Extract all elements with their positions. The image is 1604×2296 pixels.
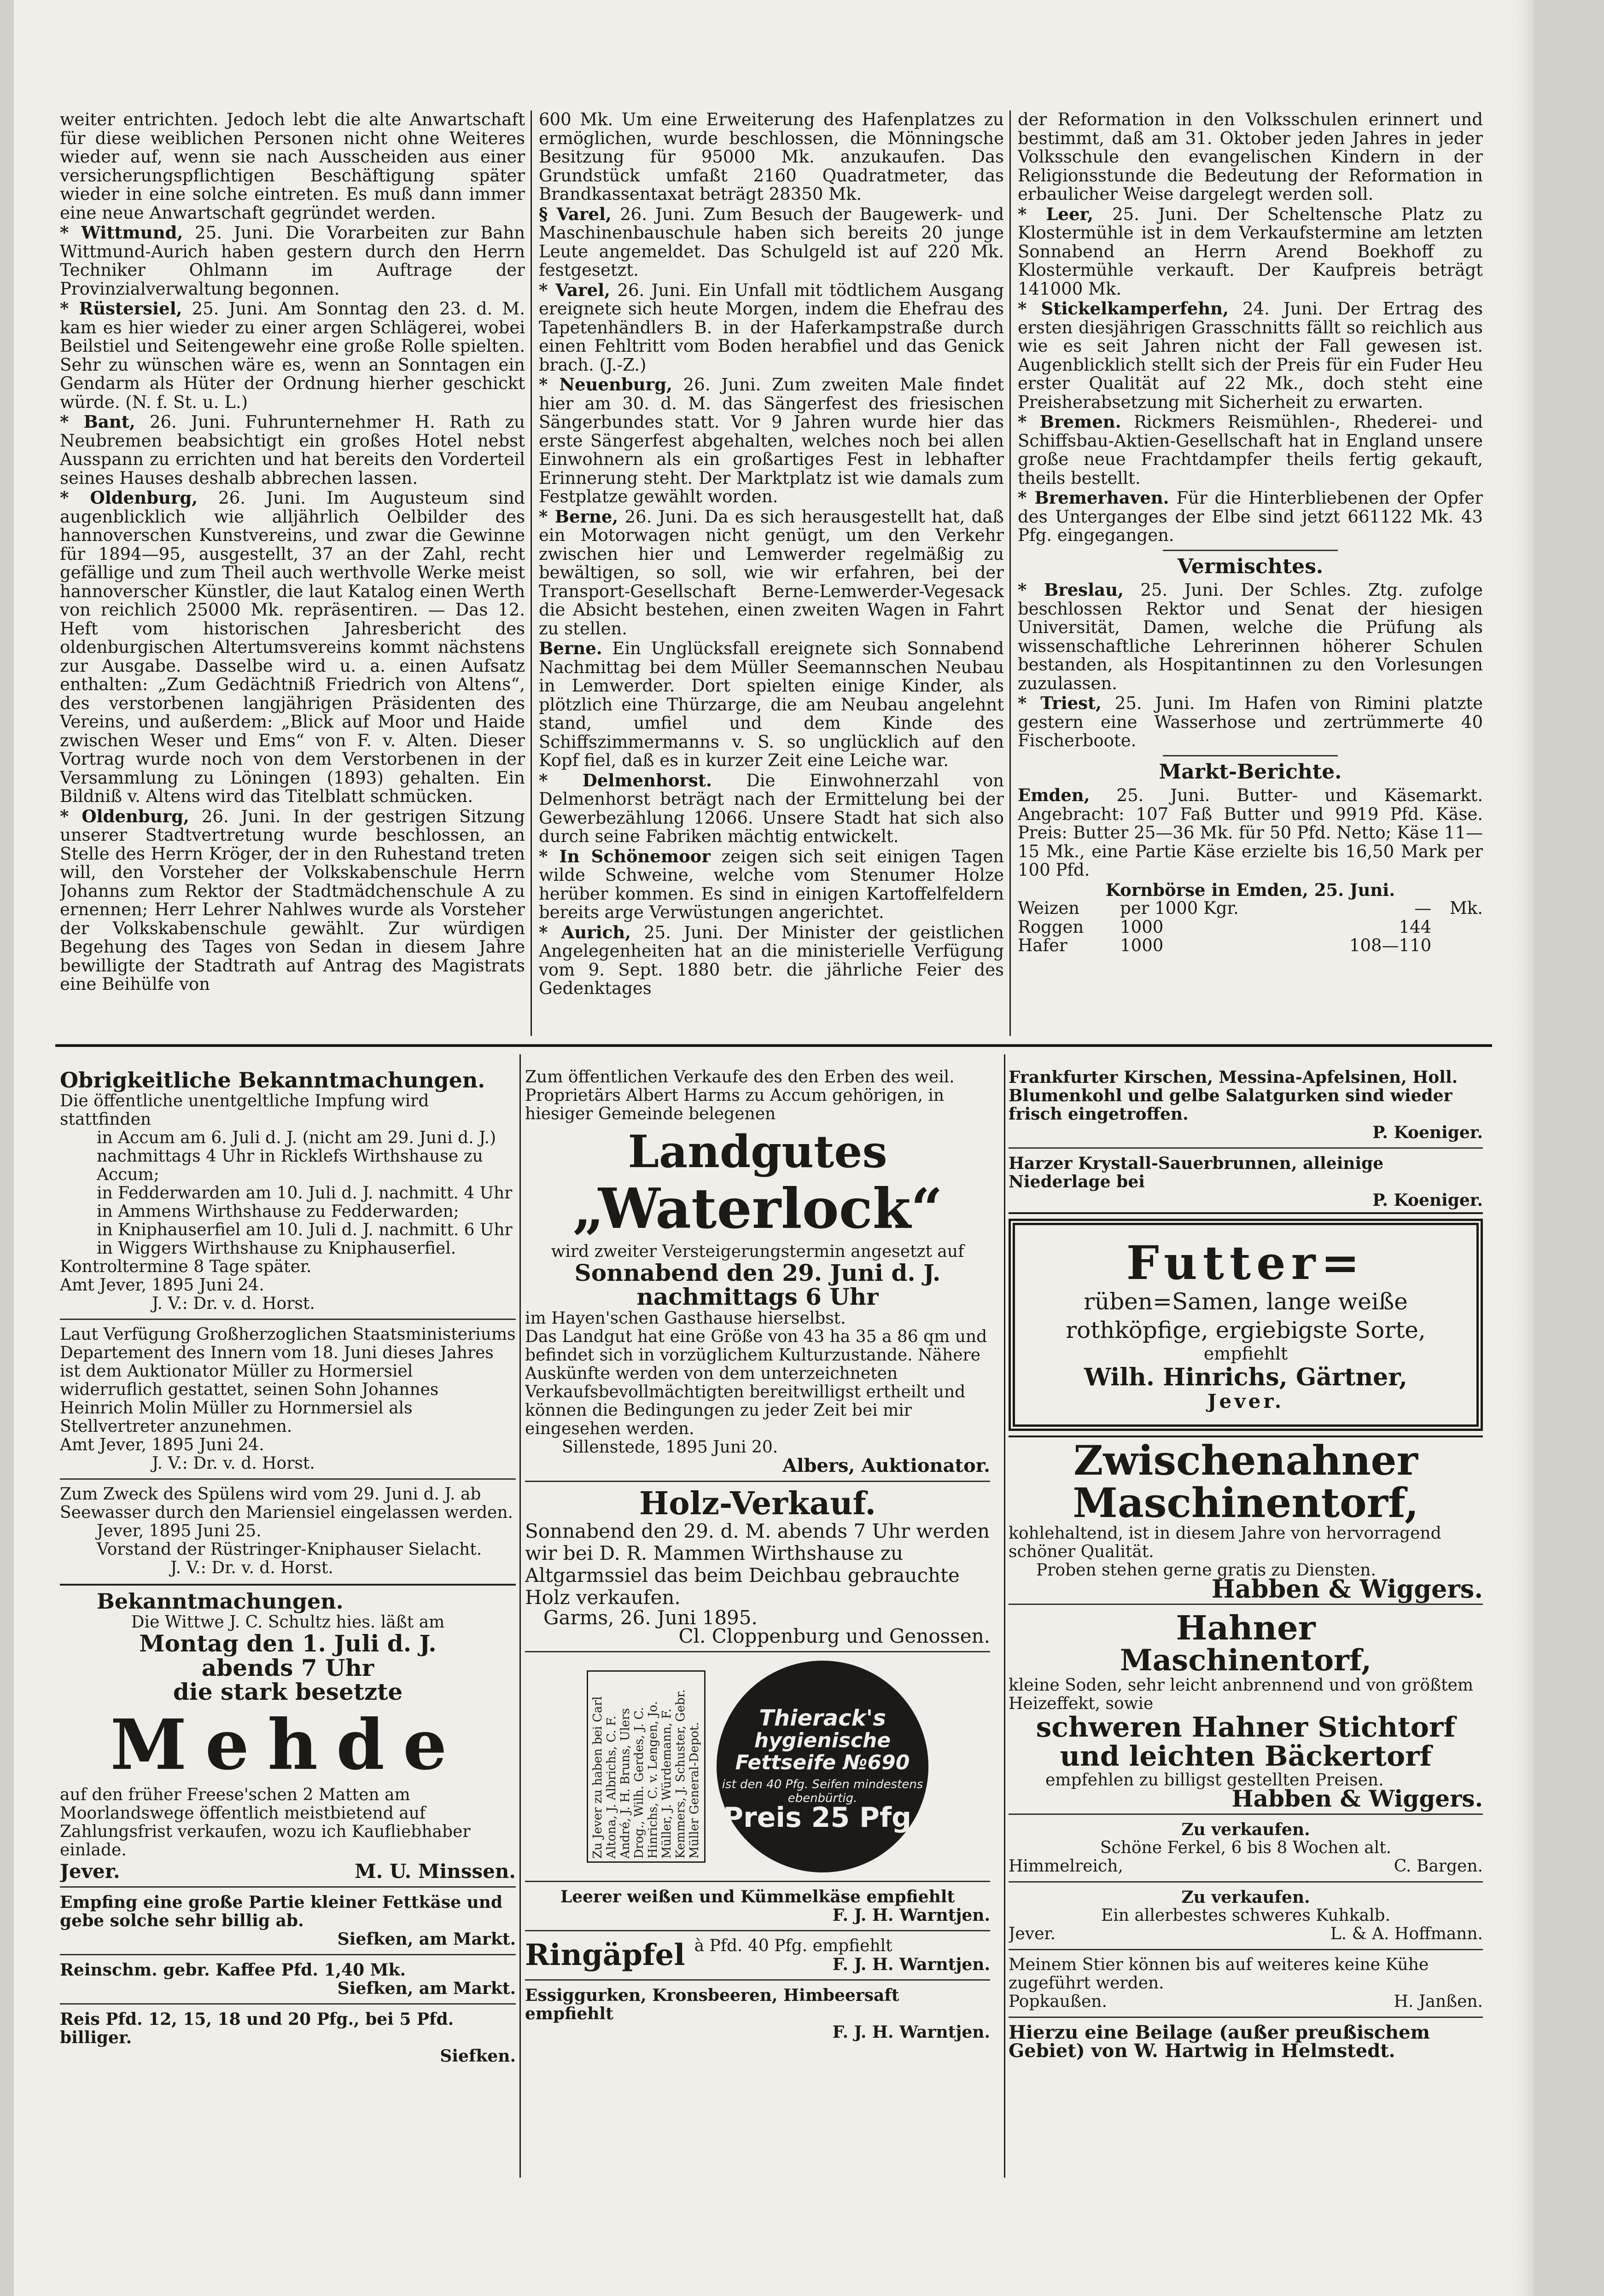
mehde-heading: Mehde xyxy=(110,1704,466,1785)
ad-separator xyxy=(60,1319,516,1320)
column-divider xyxy=(519,1054,521,2178)
article: * Triest, 25. Juni. Im Hafen von Rimini platzte gestern eine Wasserhose und zertrümmerte 40 Fischerboote. xyxy=(1018,693,1483,750)
laut-place: Amt Jever, 1895 Juni 24. xyxy=(60,1436,264,1454)
news-column-3 xyxy=(1018,110,1483,1040)
article: * Breslau, 25. Juni. Der Schles. Ztg. zufolge beschlossen Rektor und Senat der hiesigen Universität, Damen, welche die Prüfung als wissenschaftliche Lehrerinnen höherer Schulen bestanden, als Hospitantinnen zu den Vorlesungen zuzulassen. xyxy=(1018,580,1483,693)
article: § Varel, 26. Juni. Zum Besuch der Baugewerk- und Maschinenbauschule haben sich bereits 20 junge Leute angemeldet. Das Schulgeld ist auf 220 Mk. festgesetzt. xyxy=(539,203,1004,280)
siefken-signature: Siefken. xyxy=(440,2046,516,2066)
ads-column-right xyxy=(1009,1068,1483,2182)
landgut-intro: Zum öffentlichen Verkaufe des den Erben des weil. Proprietärs Albert Harms zu Accum gehörigen, in hiesiger Gemeinde belegenen xyxy=(525,1068,955,1123)
kuhkalb-text: Ein allerbestes schweres Kuhkalb. xyxy=(1101,1906,1391,1925)
article: weiter entrichten. Jedoch lebt die alte Anwartschaft für diese weiblichen Personen nicht ohne Weiteres wieder auf, wenn sie nach Ausscheiden aus einer versicherungspflichtigen Beschäftigung später wieder in eine solche eintreten. Es muß dann immer eine neue Anwartschaft gegründet werden. xyxy=(60,110,525,223)
siefken-signature: Siefken, am Markt. xyxy=(337,1979,516,1998)
bekannt-line: die stark besetzte xyxy=(173,1678,403,1705)
spuelen-text: Zum Zweck des Spülens wird vom 29. Juni d. J. ab Seewasser durch den Mariensiel eingelassen werden. xyxy=(60,1485,513,1522)
beilage-note: Hierzu eine Beilage (außer preußischem Gebiet) von W. Hartwig in Helmstedt. xyxy=(1009,2021,1430,2062)
soap-note: ist den 40 Pfg. Seifen mindestens ebenbürtig. xyxy=(722,1777,923,1805)
section-title-vermischtes: Vermischtes. xyxy=(1177,554,1324,578)
bekannt-text: auf den früher Freese'schen 2 Matten am Moorlandswege öffentlich meistbietend auf Zahlungsfrist verkaufen, wozu ich Kaufliebhaber einlade. xyxy=(60,1785,471,1860)
zwischenahner-text: kohlehaltend, ist in diesem Jahre von hervorragend schöner Qualität. xyxy=(1009,1523,1441,1561)
spuelen-org: Vorstand der Rüstringer-Kniphauser Sielacht. xyxy=(97,1540,482,1559)
ferkel-text: Schöne Ferkel, 6 bis 8 Wochen alt. xyxy=(1100,1838,1392,1857)
obrigkeit-kontrolle: Kontroltermine 8 Tage später. xyxy=(60,1257,312,1276)
zwischenahner-title: Maschinentorf, xyxy=(1073,1479,1419,1527)
newspaper-page xyxy=(14,0,1534,2296)
ad-separator xyxy=(525,1930,990,1931)
stier-signature: H. Janßen. xyxy=(1394,1992,1483,2011)
article: der Reformation in den Volksschulen erinnert und bestimmt, daß am 31. Oktober jeden Jahres in jeder Volksschule den evangelischen Kindern in der Religionsstunde die Bedeutung der Reformation in erbaulicher Weise dargelegt werden soll. xyxy=(1018,110,1483,204)
bekannt-signature-row xyxy=(60,1862,516,1881)
zwischenahner-signature: Habben & Wiggers. xyxy=(1211,1574,1483,1604)
article: 600 Mk. Um eine Erweiterung des Hafenplatzes zu ermöglichen, wurde beschlossen, die Mönningsche Besitzung für 95000 Mk. anzukaufen. Das Grundstück umfaßt 2160 Quadratmeter, das Brandkassentaxat beträgt 28350 Mk. xyxy=(539,110,1004,204)
landgut-name: „Waterlock“ xyxy=(572,1176,943,1241)
ad-separator xyxy=(1009,1814,1483,1815)
leerer-text: Leerer weißen und Kümmelkäse empfiehlt xyxy=(560,1887,955,1907)
article: * Berne, 26. Juni. Da es sich herausgestellt hat, daß ein Motorwagen nicht genügt, um den Verkehr zwischen hier und Lemwerder regelmäßig zu bewältigen, so soll, wie wir erfahren, bei der Transport-Gesellschaft Berne-Lemwerder-Vegesack die Absicht bestehen, einen zweiten Wagen in Fahrt zu stellen. xyxy=(539,506,1004,639)
holz-title: Holz-Verkauf. xyxy=(639,1485,876,1522)
ads-separator-rule xyxy=(55,1044,1492,1047)
ad-separator xyxy=(60,1584,516,1586)
ad-separator xyxy=(60,1478,516,1480)
kornboerse-heading: Kornbörse in Emden, 25. Juni. xyxy=(1105,879,1395,900)
harzer-text: Harzer Krystall-Sauerbrunnen, alleinige Niederlage bei xyxy=(1009,1154,1384,1192)
laut-signature: J. V.: Dr. v. d. Horst. xyxy=(152,1454,315,1473)
article: * Varel, 26. Juni. Ein Unfall mit tödtlichem Ausgang ereignete sich heute Morgen, indem die Ehefrau des Tapetenhändlers B. in der Haferkampstraße durch einen Fehltritt vom Boden herabfiel und das Genick brach. (J.-Z.) xyxy=(539,279,1004,375)
ad-separator xyxy=(1009,1604,1483,1605)
spuelen-signature: J. V.: Dr. v. d. Horst. xyxy=(170,1558,333,1577)
futter-signature: Wilh. Hinrichs, Gärtner, xyxy=(1084,1363,1407,1391)
zwischenahner-text: Proben stehen gerne gratis zu Diensten. xyxy=(1036,1560,1376,1580)
ads-column-middle xyxy=(525,1068,990,2182)
hahner-big: und leichten Bäckertorf xyxy=(1060,1740,1432,1773)
futter-line: rothköpfige, ergiebigste Sorte, xyxy=(1066,1317,1426,1343)
kuhkalb-signature: L. & A. Hoffmann. xyxy=(1330,1924,1483,1943)
ad-separator xyxy=(525,1881,990,1882)
essig-signature: F. J. H. Warntjen. xyxy=(832,2023,990,2042)
ad-separator xyxy=(1009,1147,1483,1149)
article: * Stickelkamperfehn, 24. Juni. Der Ertrag des ersten diesjährigen Grasschnitts fällt so reichlich aus wie es seit Jahren nicht der Fall gewesen ist. Augenblicklich stellt sich der Preis für ein Fuder Heu erster Qualität auf 22 Mk., doch steht eine Preisherabsetzung mit Sicherheit zu erwarten. xyxy=(1018,298,1483,412)
news-column-2 xyxy=(539,110,1004,1040)
stier-place: Popkaußen. xyxy=(1009,1992,1107,2011)
column-divider xyxy=(1004,1054,1005,2178)
bekannt-time: abends 7 Uhr xyxy=(201,1654,374,1681)
ad-separator xyxy=(1009,1949,1483,1950)
obrigkeit-item: in Accum am 6. Juli d. J. (nicht am 29. Juni d. J.) nachmittags 4 Uhr in Ricklefs Wirthshause zu Accum; xyxy=(97,1128,496,1184)
article: * Bremen. Rickmers Reismühlen-, Rhederei- und Schiffsbau-Aktien-Gesellschaft hat in England unsere große neue Frachtdampfer theils fertig gekauft, theils bestellt. xyxy=(1018,412,1483,488)
article: * Neuenburg, 26. Juni. Zum zweiten Male findet hier am 30. d. M. das Sängerfest des friesischen Sängerbundes statt. Vor 9 Jahren wurde hier das erste Sängerfest abgehalten, welches noch bei allen Einwohnern als ein großartiges Fest in lebhafter Erinnerung steht. Der Marktplatz ist wie damals zum Festplatze gewählt worden. xyxy=(539,374,1004,506)
ferkel-signature-row xyxy=(1009,1857,1483,1876)
obrigkeit-place: Amt Jever, 1895 Juni 24. xyxy=(60,1276,264,1295)
soap-retailers: Zu Jever zu haben bei Carl Altona, J. Albrichs, C. F. André, J. H. Bruns, Ulers Drog., Wilh. Gerdes, J. C. Hinrichs, C. v. Lengen, Jo. Müller, J. Würdemann, F. Kemmers, J. Schuster, Gebr. Müller General-Depot. xyxy=(587,1670,706,1863)
kuhkalb-title: Zu verkaufen. xyxy=(1181,1887,1310,1907)
article: * Oldenburg, 26. Juni. In der gestrigen Sitzung unserer Stadtvertretung wurde beschlossen, an Stelle des Herrn Kröger, der in den Ruhestand treten will, den Vorsteher der Volkskabenschule Herrn Johanns zum Rektor der Stadtmädchenschule A zu ernennen; Herr Lehrer Nahlwes wurde als Vorsteher der Volkskabenschule gewählt. Zur würdigen Begehung des Tages von Sedan in diesem Jahre bewilligte der Stadtrath auf Antrag des Magistrats eine Beihülfe von xyxy=(60,806,525,994)
ringaepfel-text: à Pfd. 40 Pfg. empfiehlt xyxy=(694,1936,892,1956)
leerer-signature: F. J. H. Warntjen. xyxy=(832,1906,990,1925)
column-divider xyxy=(1009,110,1011,1036)
obrigkeit-item: in Kniphauserfiel am 10. Juli d. J. nachmitt. 6 Uhr in Wiggers Wirthshause zu Kniphauserfiel. xyxy=(97,1221,513,1258)
hahner-text: empfehlen zu billigst gestellten Preisen. xyxy=(1045,1770,1384,1790)
grain-price-table xyxy=(1018,899,1483,955)
table-row: Weizen per 1000 Kgr. — Mk. xyxy=(1018,898,1483,918)
kirschen-text: Frankfurter Kirschen, Messina-Apfelsinen, Holl. Blumenkohl und gelbe Salatgurken sind wieder frisch eingetroffen. xyxy=(1009,1068,1458,1124)
holz-signature: Cl. Cloppenburg und Genossen. xyxy=(678,1625,990,1648)
bekannt-signature: M. U. Minssen. xyxy=(355,1860,516,1883)
futter-place: Jever. xyxy=(1207,1390,1284,1412)
ad-separator xyxy=(1009,1881,1483,1883)
section-rule xyxy=(1163,550,1338,551)
ringaepfel-ad xyxy=(525,1937,990,1974)
hahner-big: schweren Hahner Stichtorf xyxy=(1036,1711,1456,1744)
obrigkeit-signature: J. V.: Dr. v. d. Horst. xyxy=(152,1294,315,1313)
ringaepfel-signature: F. J. H. Warntjen. xyxy=(832,1955,990,1975)
hahner-title: Maschinentorf, xyxy=(1120,1643,1372,1678)
article: * In Schönemoor zeigen sich seit einigen Tagen wilde Schweine, welche vom Stenumer Holze herüber kommen. Es sind in einigen Kartoffelfeldern bereits arge Verwüstungen angerichtet. xyxy=(539,846,1004,922)
siefken-ad-text: Reinschm. gebr. Kaffee Pfd. 1,40 Mk. xyxy=(60,1960,406,1980)
ferkel-title: Zu verkaufen. xyxy=(1181,1819,1310,1839)
stier-signature-row xyxy=(1009,1993,1483,2011)
essig-text: Essiggurken, Kronsbeeren, Himbeersaft empfiehlt xyxy=(525,1986,899,2024)
soap-brand: Thierack's xyxy=(759,1705,886,1731)
obrigkeit-item: in Fedderwarden am 10. Juli d. J. nachmitt. 4 Uhr in Ammens Wirthshause zu Fedderwarden; xyxy=(97,1184,513,1221)
landgut-line: wird zweiter Versteigerungstermin angesetzt auf xyxy=(551,1242,964,1261)
landgut-signature: Albers, Auktionator. xyxy=(782,1454,990,1476)
landgut-title: Landgutes xyxy=(628,1126,887,1178)
ad-separator xyxy=(60,1954,516,1955)
article: * Leer, 25. Juni. Der Scheltensche Platz zu Klostermühle ist in dem Verkaufstermine am letzten Sonnabend an Herrn Arend Boekhoff zu Klostermühle verkauft. Der Kaufpreis beträgt 141000 Mk. xyxy=(1018,203,1483,299)
article: Emden, 25. Juni. Butter- und Käsemarkt. Angebracht: 107 Faß Butter und 9919 Pfd. Käse. Preis: Butter 25—36 Mk. für 50 Pfd. Netto; Käse 11—15 Mk., eine Partie Käse erzielte bis 16,50 Mark per 100 Pfd. xyxy=(1018,785,1483,880)
obrigkeit-intro: Die öffentliche unentgeltliche Impfung wird stattfinden xyxy=(60,1092,429,1129)
laut-text: Laut Verfügung Großherzoglichen Staatsministeriums Departement des Innern vom 18. Juni dieses Jahres ist dem Auktionator Müller zu Hormersiel widerruflich gestattet, seinen Sohn Johannes Heinrich Molin Müller zu Hornmersiel als Stellvertreter anzunehmen. xyxy=(60,1325,516,1436)
hahner-signature: Habben & Wiggers. xyxy=(1231,1784,1483,1812)
kuhkalb-signature-row xyxy=(1009,1925,1483,1943)
landgut-date: Sonnabend den 29. Juni d. J. xyxy=(574,1259,941,1286)
article: Berne. Ein Unglücksfall ereignete sich Sonnabend Nachmittag bei dem Müller Seemannschen Neubau in Lemwerder. Dort spielten einige Kinder, als plötzlich eine Thürzarge, die am Neubau angelehnt stand, umfiel und dem Kinde des Schiffszimmermanns v. S. so unglücklich auf den Kopf fiel, daß es in kurzer Zeit eine Leiche war. xyxy=(539,638,1004,770)
table-row: Roggen 1000 144 xyxy=(1018,917,1432,937)
spuelen-place: Jever, 1895 Juni 25. xyxy=(97,1522,262,1540)
kuhkalb-place: Jever. xyxy=(1009,1924,1056,1943)
landgut-place: Sillenstede, 1895 Juni 20. xyxy=(562,1437,778,1457)
soap-ad xyxy=(525,1661,990,1872)
section-title-markt: Markt-Berichte. xyxy=(1159,760,1342,784)
article: * Delmenhorst. Die Einwohnerzahl von Delmenhorst beträgt nach der Ermittelung bei der Gewerbezählung 12066. Unsere Stadt hat sich also durch seine Fabriken mächtig entwickelt. xyxy=(539,770,1004,846)
page-edge-shadow xyxy=(1515,0,1534,2296)
article: * Rüstersiel, 25. Juni. Am Sonntag den 23. d. M. kam es hier wieder zu einer argen Schlägerei, wobei Beilstiel und Seitengewehr eine große Rolle spielten. Sehr zu wünschen wäre es, wenn an Sonntagen ein Gendarm als Hüter der Ordnung hierher geschickt würde. (N. f. St. u. L.) xyxy=(60,298,525,412)
bekannt-line: Die Wittwe J. C. Schultz hies. läßt am xyxy=(131,1613,445,1632)
siefken-ad-text: Empfing eine große Partie kleiner Fettkäse und gebe solche sehr billig ab. xyxy=(60,1893,503,1930)
bekannt-date: Montag den 1. Juli d. J. xyxy=(139,1630,437,1657)
ad-separator xyxy=(525,1481,990,1482)
soap-product: hygienische xyxy=(754,1729,891,1753)
ads-column-left xyxy=(60,1068,516,2182)
ferkel-place: Himmelreich, xyxy=(1009,1856,1123,1876)
article: * Oldenburg, 26. Juni. Im Augusteum sind augenblicklich wie alljährlich Oelbilder des hannoverschen Kunstvereins, und zwar die Gewinne für 1894—95, ausgestellt, 37 an der Zahl, recht gefällige und zum Theil auch werthvolle Werke meist hannoverscher Künstler, die laut Katalog einen Werth von reichlich 25000 Mk. repräsentiren. — Das 12. Heft vom historischen Jahresbericht des oldenburgischen Altertumsvereins kommt nächstens zur Ausgabe. Dasselbe wird u. a. einen Aufsatz enthalten: „Zum Gedächtniß Friedrich von Altens“, des verstorbenen langjährigen Präsidenten des Vereins, und außerdem: „Blick auf Moor und Haide zwischen Weser und Ems“ von F. v. Alten. Dieser Vortrag wurde noch von dem Verstorbenen in der Versammlung zu Löningen (1893) gehalten. Ein Bildniß v. Altens wird das Titelblatt schmücken. xyxy=(60,488,525,806)
bekannt-place: Jever. xyxy=(60,1860,120,1883)
ringaepfel-title: Ringäpfel xyxy=(525,1938,685,1973)
soap-product: Fettseife №690 xyxy=(735,1751,910,1775)
futter-line: rüben=Samen, lange weiße xyxy=(1084,1288,1408,1315)
stier-text: Meinem Stier können bis auf weiteres keine Kühe zugeführt werden. xyxy=(1009,1955,1429,1993)
holz-text: Sonnabend den 29. d. M. abends 7 Uhr werden wir bei D. R. Mammen Wirthshause zu Altgarmssiel das beim Deichbau gebrauchte Holz verkaufen. xyxy=(525,1520,990,1609)
ferkel-signature: C. Bargen. xyxy=(1394,1856,1483,1876)
futter-ad-box xyxy=(1009,1219,1483,1431)
column-divider xyxy=(531,110,532,1036)
article: * Wittmund, 25. Juni. Die Vorarbeiten zur Bahn Wittmund-Aurich haben gestern durch den Herrn Techniker Ohlmann im Auftrage der Provinzialverwaltung begonnen. xyxy=(60,222,525,299)
zwischenahner-title: Zwischenahner xyxy=(1073,1436,1418,1484)
landgut-time: nachmittags 6 Uhr xyxy=(636,1283,879,1311)
hahner-title: Hahner xyxy=(1176,1608,1316,1647)
article: * Bant, 26. Juni. Fuhrunternehmer H. Rath zu Neubremen beabsichtigt ein großes Hotel nebst Ausspann zu errichten und hat bereits den Vorderteil seines Hauses deshalb abbrechen lassen. xyxy=(60,412,525,488)
futter-title: Futter= xyxy=(1126,1236,1365,1290)
obrigkeit-title: Obrigkeitliche Bekanntmachungen. xyxy=(60,1068,485,1093)
bekannt-title: Bekanntmachungen. xyxy=(97,1589,344,1614)
ad-separator xyxy=(525,1651,990,1652)
siefken-signature: Siefken, am Markt. xyxy=(337,1930,516,1949)
futter-line: empfiehlt xyxy=(1203,1343,1288,1364)
section-rule xyxy=(1163,755,1338,756)
soap-badge xyxy=(717,1661,928,1872)
soap-price: Preis 25 Pfg. xyxy=(723,1801,922,1834)
article: * Aurich, 25. Juni. Der Minister der geistlichen Angelegenheiten hat an die ministerielle Verfügung vom 9. Sept. 1880 betr. die jährliche Feier des Gedenktages xyxy=(539,922,1004,998)
kirschen-signature: P. Koeniger. xyxy=(1372,1123,1483,1142)
hahner-text: kleine Soden, sehr leicht anbrennend und von größtem Heizeffekt, sowie xyxy=(1009,1675,1473,1713)
table-row: Hafer 1000 108—110 xyxy=(1018,936,1432,955)
news-column-1 xyxy=(60,110,525,1040)
holz-place: Garms, 26. Juni 1895. xyxy=(543,1606,758,1629)
article: * Bremerhaven. Für die Hinterbliebenen der Opfer des Unterganges der Elbe sind jetzt 661122 Mk. 43 Pfg. eingegangen. xyxy=(1018,488,1483,545)
landgut-place-line: im Hayen'schen Gasthause hierselbst. xyxy=(525,1308,846,1328)
ad-separator xyxy=(60,2003,516,2005)
ad-separator xyxy=(60,1886,516,1888)
ad-separator xyxy=(525,1979,990,1981)
ad-separator xyxy=(1009,2017,1483,2018)
harzer-signature: P. Koeniger. xyxy=(1372,1191,1483,1210)
siefken-ad-text: Reis Pfd. 12, 15, 18 und 20 Pfg., bei 5 Pfd. billiger. xyxy=(60,2010,454,2047)
landgut-text: Das Landgut hat eine Größe von 43 ha 35 a 86 qm und befindet sich in vorzüglichem Kulturzustande. Nähere Auskünfte werden von dem unterzeichneten Verkaufsbevollmächtigten bereitwilligst ertheilt und können die Bedingungen zu jeder Zeit bei mir eingesehen werden. xyxy=(525,1327,987,1438)
